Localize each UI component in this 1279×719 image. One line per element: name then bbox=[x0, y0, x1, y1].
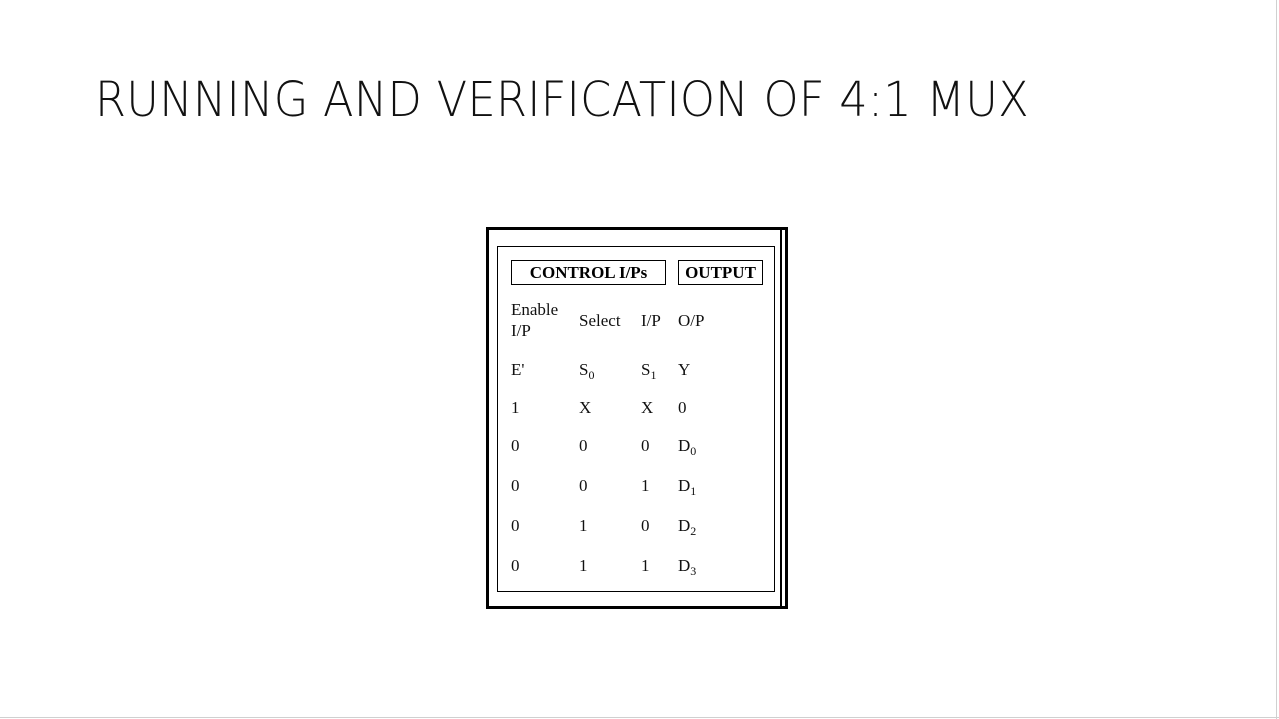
symbol-s0-sub: 0 bbox=[588, 368, 595, 382]
symbol-s0-base: S bbox=[579, 360, 589, 379]
row-cell-y-sub: 3 bbox=[690, 564, 697, 578]
row-cell-e: 0 bbox=[511, 476, 520, 495]
row-cell-e: 0 bbox=[511, 556, 520, 575]
row-cell-y-base: D bbox=[678, 476, 691, 495]
truth-table bbox=[497, 246, 775, 592]
symbol-s1 bbox=[641, 360, 656, 380]
row-cell-e: 0 bbox=[511, 516, 520, 535]
row-cell-s1: 0 bbox=[641, 436, 650, 455]
symbol-s0 bbox=[579, 360, 594, 380]
slide-title: RUNNING AND VERIFICATION OF 4:1 MUX bbox=[95, 72, 1030, 128]
row-cell-y-sub: 2 bbox=[690, 524, 697, 538]
row-cell-s1: X bbox=[641, 398, 654, 417]
row-cell-y-sub: 0 bbox=[690, 444, 697, 458]
row-cell-y-base: D bbox=[678, 556, 691, 575]
col-header-enable-line2: I/P bbox=[511, 321, 531, 340]
row-cell-s0: X bbox=[579, 398, 592, 417]
row-cell-s1: 0 bbox=[641, 516, 650, 535]
symbol-y: Y bbox=[678, 360, 691, 379]
row-cell-s0: 0 bbox=[579, 436, 588, 455]
row-cell-y bbox=[678, 476, 696, 496]
symbol-s1-sub: 1 bbox=[650, 368, 657, 382]
row-cell-s1: 1 bbox=[641, 476, 650, 495]
row-cell-e: 0 bbox=[511, 436, 520, 455]
row-cell-e: 1 bbox=[511, 398, 520, 417]
col-header-enable-line1: Enable bbox=[511, 300, 559, 319]
frame-right-rule bbox=[780, 230, 782, 606]
row-cell-s1: 1 bbox=[641, 556, 650, 575]
row-cell-y-base: D bbox=[678, 516, 691, 535]
row-cell-s0: 0 bbox=[579, 476, 588, 495]
slide-edge-right bbox=[1276, 0, 1277, 719]
row-cell-y-base: 0 bbox=[678, 398, 687, 417]
truth-table-frame bbox=[486, 227, 788, 609]
row-cell-y-base: D bbox=[678, 436, 691, 455]
control-inputs-header: CONTROL I/Ps bbox=[511, 260, 666, 285]
slide-edge-bottom bbox=[0, 717, 1279, 718]
row-cell-y bbox=[678, 516, 696, 536]
row-cell-y bbox=[678, 436, 696, 456]
col-header-op: O/P bbox=[678, 311, 705, 330]
symbol-enable: E' bbox=[511, 360, 525, 379]
row-cell-y-sub: 1 bbox=[690, 484, 697, 498]
col-header-select: Select bbox=[579, 311, 621, 330]
row-cell-y bbox=[678, 398, 687, 418]
output-header: OUTPUT bbox=[678, 260, 763, 285]
symbol-s1-base: S bbox=[641, 360, 651, 379]
col-header-ip: I/P bbox=[641, 311, 661, 330]
row-cell-y bbox=[678, 556, 696, 576]
row-cell-s0: 1 bbox=[579, 516, 588, 535]
row-cell-s0: 1 bbox=[579, 556, 588, 575]
